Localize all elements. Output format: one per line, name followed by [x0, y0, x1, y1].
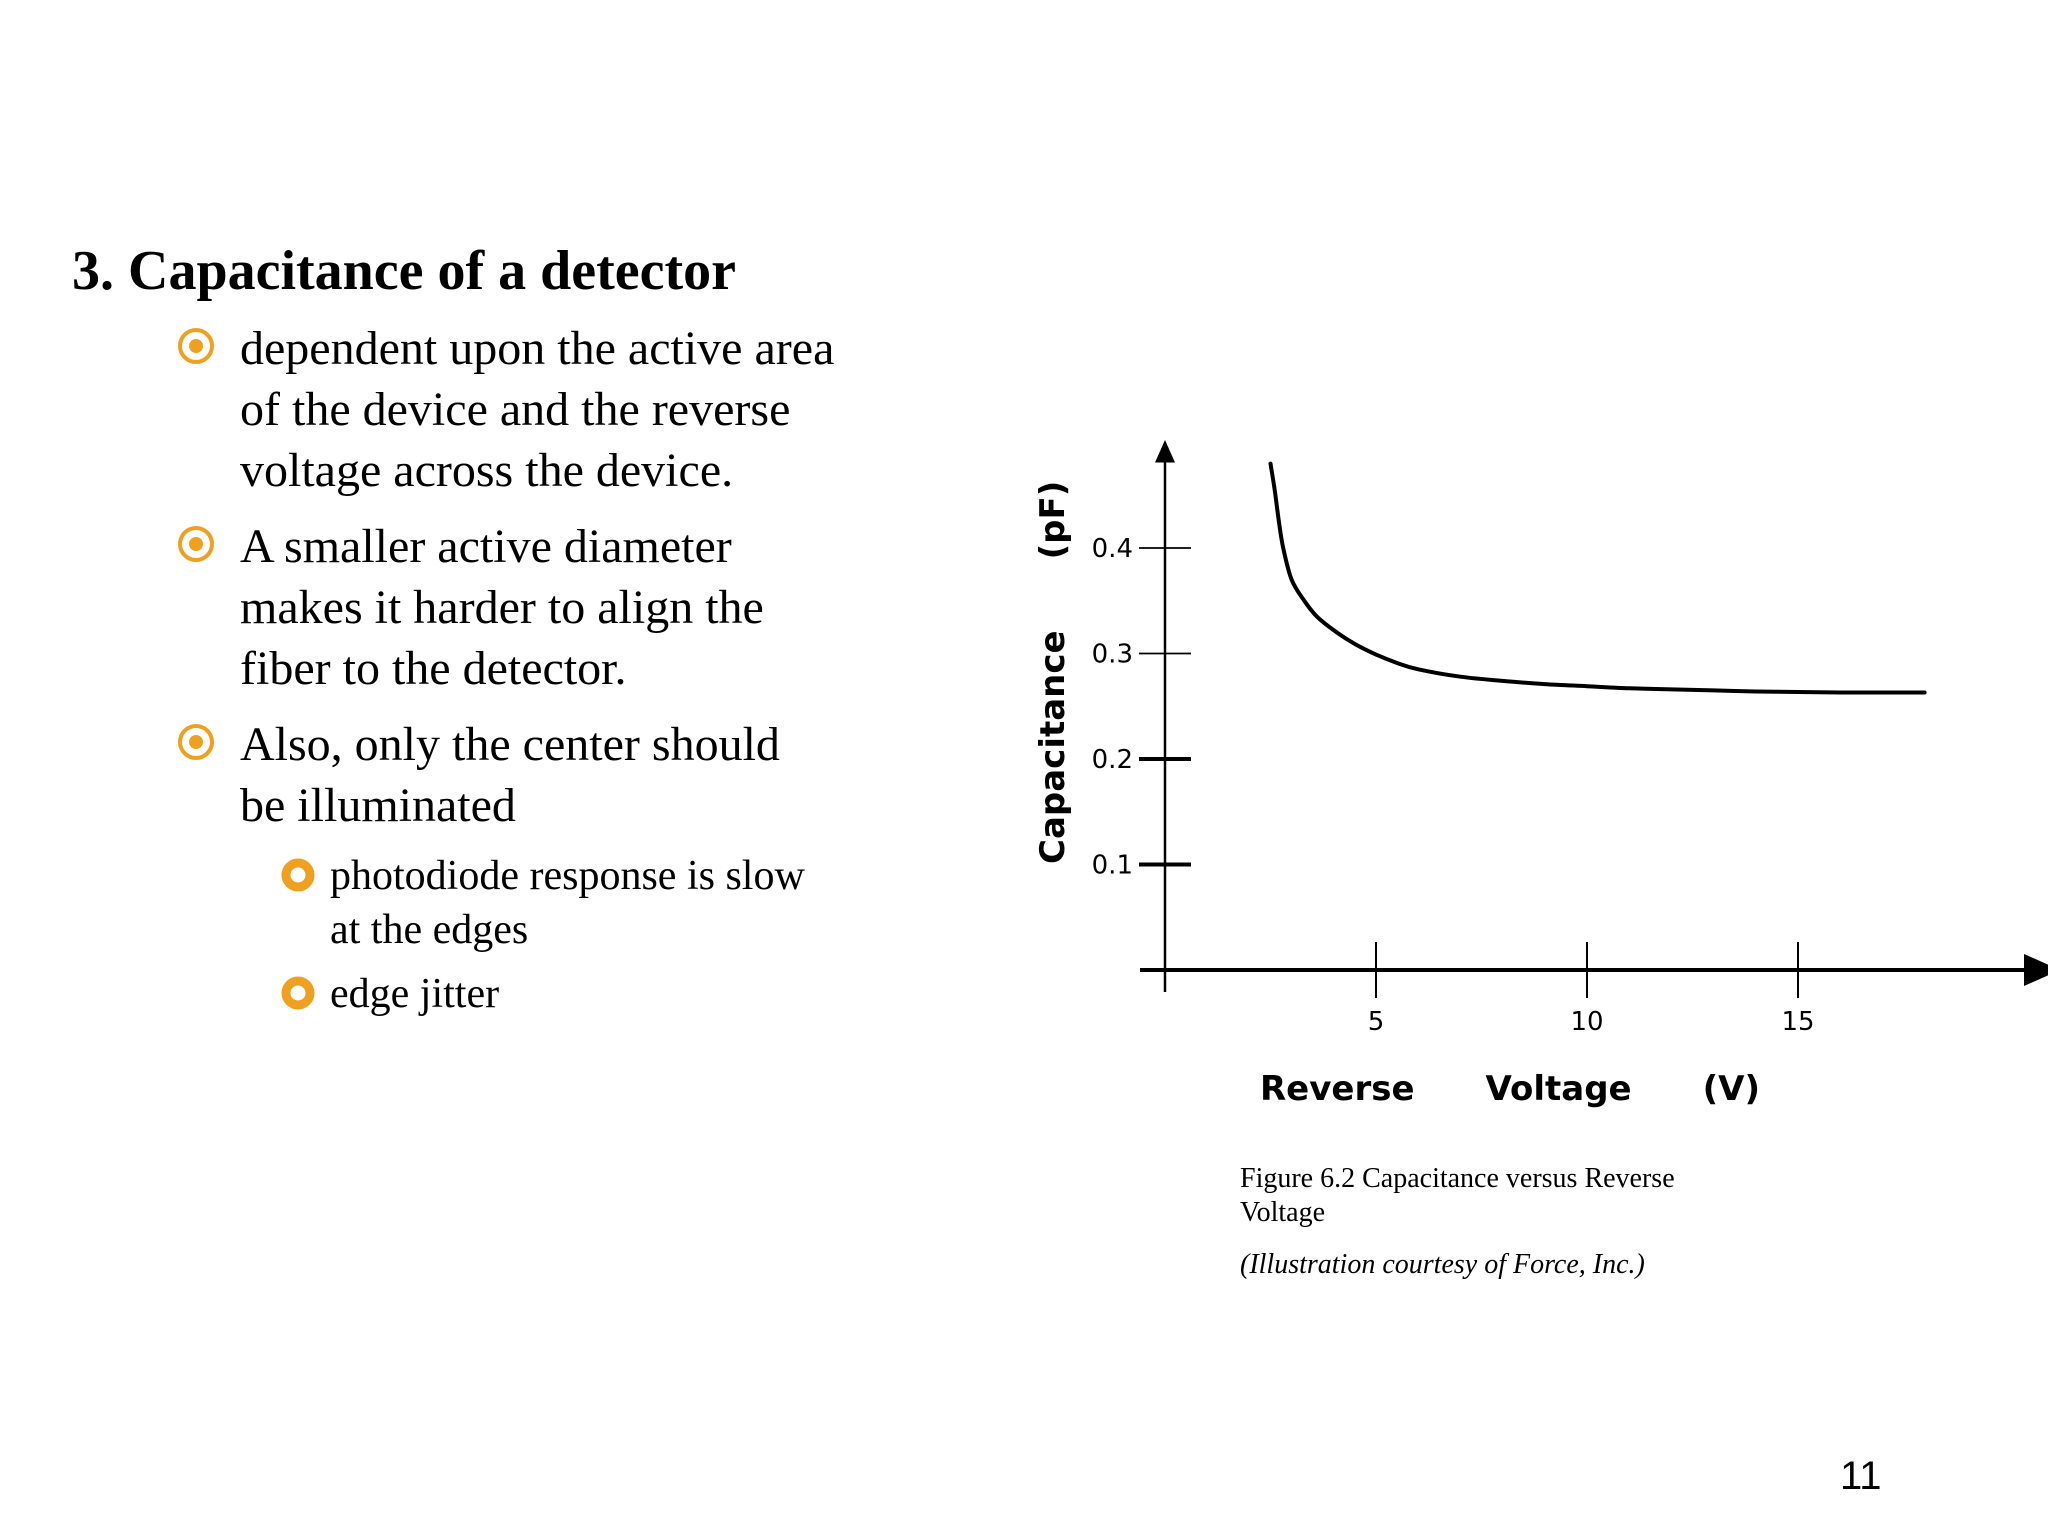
sub-bullet-text-line: at the edges — [330, 907, 529, 953]
bullet-text-line: makes it harder to align the — [240, 581, 764, 634]
y-tick-label: 0.2 — [1091, 745, 1133, 775]
bullet-text-line: Also, only the center should — [240, 718, 780, 771]
bullet-text-line: be illuminated — [240, 779, 516, 832]
figure-credit: (Illustration courtesy of Force, Inc.) — [1240, 1249, 1645, 1280]
page-number: 11 — [1840, 1454, 1882, 1498]
x-tick-label: 15 — [1781, 1007, 1815, 1037]
slide-title: 3. Capacitance of a detector — [72, 240, 737, 302]
bullet-text-line: dependent upon the active area — [240, 322, 835, 375]
x-tick-label: 5 — [1367, 1007, 1385, 1037]
bullet-text-line: of the device and the reverse — [240, 383, 791, 436]
y-axis-title: Capacitance (pF) — [1033, 480, 1073, 864]
bullet-text-line: fiber to the detector. — [240, 642, 627, 695]
y-tick-label: 0.3 — [1091, 639, 1133, 670]
x-tick-label: 10 — [1570, 1007, 1604, 1037]
axis-ticks — [1092, 534, 1815, 1037]
series-line — [1271, 464, 1925, 693]
sub-bullet-text-line: photodiode response is slow — [330, 853, 805, 899]
x-axis-title: Reverse Voltage (V) — [1260, 1069, 1761, 1109]
bullet-text-line: voltage across the device. — [240, 444, 734, 497]
bullet-text-line: A smaller active diameter — [240, 520, 732, 573]
y-tick-label: 0.1 — [1091, 850, 1133, 881]
figure-caption: Figure 6.2 Capacitance versus Reverse Voltage — [1240, 1163, 1675, 1228]
y-tick-label: 0.4 — [1091, 534, 1133, 564]
sub-bullet-text-line: edge jitter — [330, 971, 500, 1017]
